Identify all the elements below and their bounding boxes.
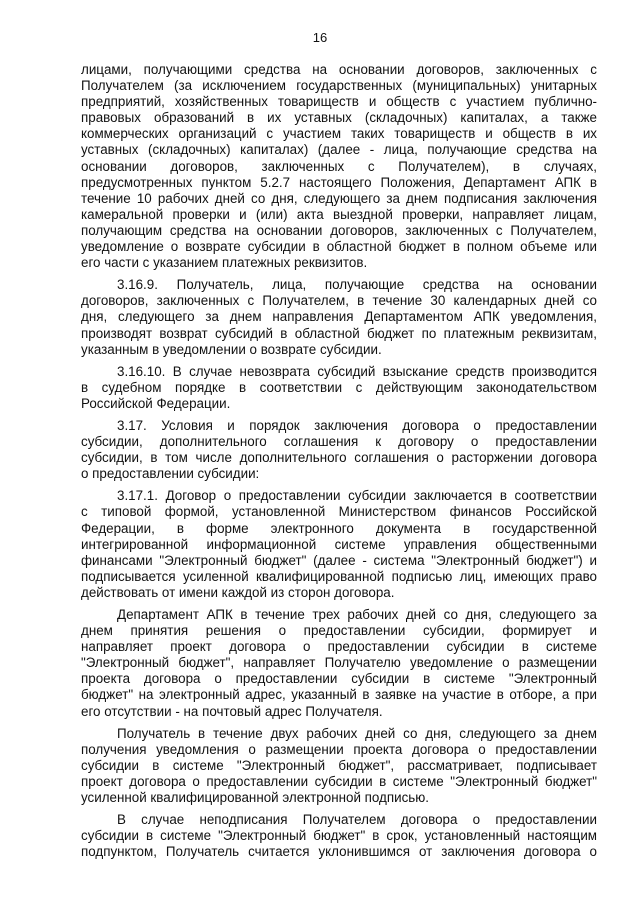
text-line: Получателем (за исключением государственных (муниципальных) унитарных: [81, 78, 597, 94]
text-line: о предоставлении субсидии:: [81, 466, 260, 482]
paragraph-nonsigning: [81, 812, 597, 860]
text-line: коммерческих организаций с участием таких товариществ и обществ в их: [81, 126, 597, 142]
text-line: договоров, заключенных с Получателем, в течение 30 календарных дней со: [81, 293, 597, 309]
text-line: 3.17.1. Договор о предоставлении субсидии заключается в соответствии: [117, 488, 597, 504]
text-line: камеральной проверки и (или) акта выездной проверки, направляет лицам,: [81, 206, 597, 222]
document-body: [81, 62, 597, 860]
text-line: финансами "Электронный бюджет" (далее - система "Электронный бюджет") и: [81, 552, 597, 568]
text-line: его отсутствии - на почтовый адрес Получателя.: [81, 703, 383, 719]
text-line: проекта договора о предоставлении субсидии в системе "Электронный: [81, 671, 597, 687]
text-line: с типовой формой, установленной Министерством финансов Российской: [81, 504, 597, 520]
text-line: Российской Федерации.: [81, 395, 231, 411]
text-line: усиленной квалифицированной электронной подписью.: [81, 790, 430, 806]
text-line: предприятий, хозяйственных товариществ и обществ с участием публично-: [81, 94, 597, 110]
text-line: правовых образований в их уставных (складочных) капиталах, а также: [81, 110, 597, 126]
text-line: В случае неподписания Получателем договора о предоставлении: [117, 812, 597, 828]
text-line: 3.16.9. Получатель, лица, получающие средства на основании: [117, 277, 597, 293]
text-line: дня, следующего за днем направления Департаментом АПК уведомления,: [81, 309, 597, 325]
text-line: указанным в уведомлении о возврате субсидии.: [81, 341, 382, 357]
text-line: бюджет" на электронный адрес, указанный в заявке на участие в отборе, а при: [81, 687, 597, 703]
text-line: 3.17. Условия и порядок заключения договора о предоставлении: [117, 417, 597, 433]
text-line: Департамент АПК в течение трех рабочих дней со дня, следующего за: [117, 607, 597, 622]
text-line: субсидии, в том числе дополнительного соглашения о расторжении договора: [81, 450, 597, 466]
text-line: уставных (складочных) капиталах) (далее - лица, получающие средства на: [81, 142, 597, 158]
text-line: подпунктом, Получатель считается уклонившимся от заключения договора о: [81, 844, 597, 860]
text-line: субсидии в системе "Электронный бюджет", рассматривает, подписывает: [81, 757, 597, 773]
text-line: проект договора о предоставлении субсидии в системе "Электронный бюджет": [81, 773, 597, 789]
paragraph-3-17-1: [81, 488, 597, 601]
text-line: его части с указанием платежных реквизитов.: [81, 255, 368, 271]
paragraph-3-17: [81, 418, 597, 482]
text-line: "Электронный бюджет", направляет Получателю уведомление о размещении: [81, 655, 597, 671]
text-line: Федерации, в форме электронного документа в государственной: [81, 520, 597, 536]
text-line: предусмотренных пунктом 5.2.7 настоящего Положения, Департамент АПК в: [81, 174, 597, 190]
text-line: основании договоров, заключенных с Получателем), в случаях,: [81, 158, 597, 174]
text-line: субсидии в системе "Электронный бюджет" в срок, установленный настоящим: [81, 828, 597, 844]
text-line: получающим средства на основании договоров, заключенных с Получателем,: [81, 222, 597, 238]
paragraph-recipient: [81, 726, 597, 806]
text-line: интегрированной информационной системе управления общественными: [81, 536, 597, 552]
text-line: Получатель в течение двух рабочих дней со дня, следующего за днем: [117, 725, 597, 741]
text-line: течение 10 рабочих дней со дня, следующего за днем подписания заключения: [81, 190, 597, 206]
text-line: лицами, получающими средства на основании договоров, заключенных с: [81, 62, 597, 77]
paragraph-3-16-9: [81, 277, 597, 357]
text-line: в судебном порядке в соответствии с действующим законодательством: [81, 379, 597, 395]
paragraph-continuation: [81, 62, 597, 271]
text-line: действовать от имени каждой из сторон договора.: [81, 584, 395, 600]
text-line: днем принятия решения о предоставлении субсидии, формирует и: [81, 623, 597, 639]
text-line: подписывается усиленной квалифицированной подписью лиц, имеющих право: [81, 568, 597, 584]
text-line: субсидии, дополнительного соглашения к договору о предоставлении: [81, 434, 597, 450]
page-number: 16: [312, 30, 328, 45]
text-line: получения уведомления о размещении проекта договора о предоставлении: [81, 741, 597, 757]
paragraph-3-16-10: [81, 364, 597, 412]
paragraph-department-apk: [81, 607, 597, 720]
text-line: 3.16.10. В случае невозврата субсидий взыскание средств производится: [117, 363, 597, 379]
text-line: уведомление о возврате субсидии в областной бюджет в полном объеме или: [81, 239, 597, 255]
text-line: направляет проект договора о предоставлении субсидии в системе: [81, 639, 597, 655]
text-line: производят возврат субсидий в областной бюджет по платежным реквизитам,: [81, 325, 597, 341]
